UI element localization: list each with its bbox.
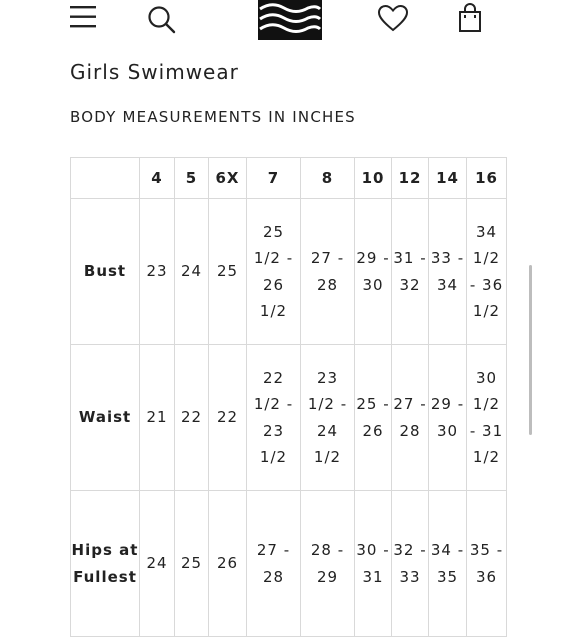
search-icon[interactable] — [147, 5, 177, 35]
size-header-10: 10 — [355, 158, 392, 199]
table-row-waist — [71, 345, 507, 491]
table-cell: 27 - 28 — [392, 345, 429, 491]
size-chart-table — [70, 157, 507, 637]
table-cell: 30 1/2 - 31 1/2 — [467, 345, 507, 491]
size-header-5: 5 — [175, 158, 209, 199]
table-cell: 28 - 29 — [301, 491, 355, 637]
table-cell: 29 - 30 — [429, 345, 467, 491]
table-cell: 21 — [140, 345, 175, 491]
size-header-4: 4 — [140, 158, 175, 199]
size-header-12: 12 — [392, 158, 429, 199]
size-header-7: 7 — [247, 158, 301, 199]
table-cell: 34 1/2 - 36 1/2 — [467, 199, 507, 345]
table-row-hips — [71, 491, 507, 637]
measurements-subtitle: BODY MEASUREMENTS IN INCHES — [70, 108, 356, 126]
table-cell: 30 - 31 — [355, 491, 392, 637]
size-header-row — [71, 158, 507, 199]
table-cell: 22 — [175, 345, 209, 491]
scrollbar[interactable] — [529, 265, 532, 435]
table-cell: 24 — [140, 491, 175, 637]
table-cell: 22 1/2 - 23 1/2 — [247, 345, 301, 491]
size-header-16: 16 — [467, 158, 507, 199]
table-cell: 23 1/2 - 24 1/2 — [301, 345, 355, 491]
row-label-bust: Bust — [71, 199, 140, 345]
row-label-hips: Hips at Fullest — [71, 491, 140, 637]
table-cell: 26 — [209, 491, 247, 637]
row-label-waist: Waist — [71, 345, 140, 491]
table-cell: 31 - 32 — [392, 199, 429, 345]
table-cell: 24 — [175, 199, 209, 345]
hamburger-menu-icon[interactable] — [70, 5, 98, 29]
table-cell: 25 - 26 — [355, 345, 392, 491]
site-header — [0, 0, 580, 50]
table-cell: 32 - 33 — [392, 491, 429, 637]
size-header-14: 14 — [429, 158, 467, 199]
table-cell: 22 — [209, 345, 247, 491]
shopping-bag-icon[interactable] — [457, 3, 483, 33]
table-cell: 25 — [175, 491, 209, 637]
table-row-bust — [71, 199, 507, 345]
size-header-6x: 6X — [209, 158, 247, 199]
table-cell: 25 1/2 - 26 1/2 — [247, 199, 301, 345]
corner-cell — [71, 158, 140, 199]
table-cell: 29 - 30 — [355, 199, 392, 345]
billabong-wave-logo[interactable] — [258, 0, 322, 40]
heart-icon[interactable] — [377, 4, 409, 32]
size-header-8: 8 — [301, 158, 355, 199]
table-cell: 34 - 35 — [429, 491, 467, 637]
table-cell: 27 - 28 — [301, 199, 355, 345]
table-cell: 27 - 28 — [247, 491, 301, 637]
table-cell: 35 - 36 — [467, 491, 507, 637]
table-cell: 25 — [209, 199, 247, 345]
table-cell: 33 - 34 — [429, 199, 467, 345]
page-title: Girls Swimwear — [70, 60, 239, 84]
table-cell: 23 — [140, 199, 175, 345]
